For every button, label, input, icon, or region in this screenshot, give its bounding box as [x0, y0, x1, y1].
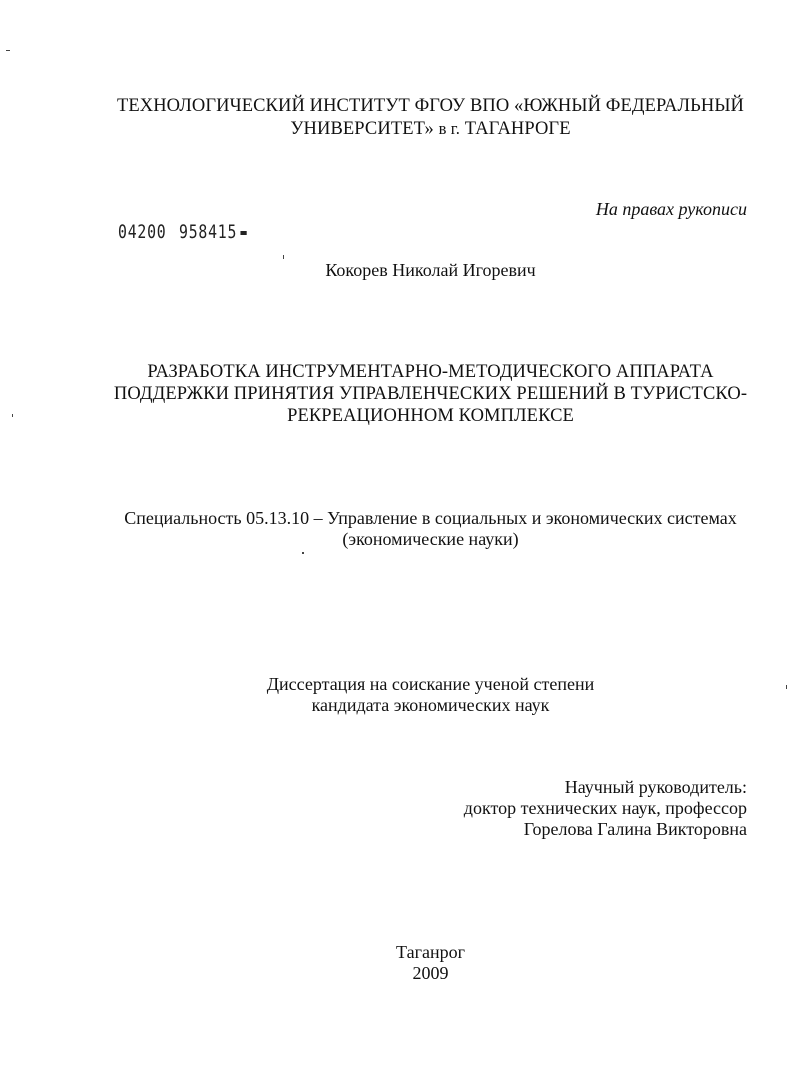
scan-speck — [302, 552, 304, 554]
institute-line-1-text: ТЕХНОЛОГИЧЕСКИЙ ИНСТИТУТ ФГОУ ВПО «ЮЖНЫЙ ФЕДЕРАЛЬНЫЙ — [116, 96, 745, 116]
specialty-line-1 — [0, 508, 793, 529]
specialty-line-2 — [0, 529, 793, 550]
thesis-title-line-2-text: ПОДДЕРЖКИ ПРИНЯТИЯ УПРАВЛЕНЧЕСКИХ РЕШЕНИЙ В ТУРИСТСКО- — [113, 384, 748, 404]
city-text: Таганрог — [396, 942, 465, 962]
degree-line-2-text: кандидата экономических наук — [311, 695, 550, 715]
degree-line-1 — [0, 674, 793, 695]
author-name-text: Кокорев Николай Игоревич — [325, 260, 536, 280]
year — [0, 963, 793, 984]
supervisor-label-text: Научный руководитель: — [564, 777, 747, 797]
library-stamp — [118, 221, 247, 243]
stamp-code: 04200 — [118, 221, 167, 243]
thesis-title-line-1-text: РАЗРАБОТКА ИНСТРУМЕНТАРНО-МЕТОДИЧЕСКОГО АППАРАТА — [147, 362, 714, 382]
institute-name-line-2 — [0, 119, 793, 140]
institute-name-line-1 — [0, 96, 793, 117]
supervisor-title-text: доктор технических наук, профессор — [463, 798, 747, 818]
thesis-title-line-2 — [0, 384, 793, 405]
institute-line-2-small: в г. — [438, 119, 460, 138]
year-text: 2009 — [412, 963, 449, 983]
stamp-number: 958415 — [178, 221, 238, 243]
supervisor-title — [464, 798, 747, 819]
degree-line-2 — [0, 695, 793, 716]
manuscript-note-text: На правах рукописи — [595, 199, 747, 219]
specialty-line-1-text: Специальность 05.13.10 – Управление в социальных и экономических системах — [124, 508, 737, 528]
supervisor-label — [565, 777, 747, 798]
stamp-mark — [240, 231, 246, 235]
manuscript-note — [596, 199, 747, 220]
city — [0, 942, 793, 963]
thesis-title-line-1 — [0, 362, 793, 383]
institute-line-2-main: УНИВЕРСИТЕТ» — [290, 119, 434, 139]
author-name — [0, 260, 793, 281]
degree-line-1-text: Диссертация на соискание ученой степени — [266, 674, 595, 694]
supervisor-name-text: Горелова Галина Викторовна — [523, 819, 747, 839]
specialty-line-2-text: (экономические науки) — [342, 529, 519, 549]
scan-speck — [6, 50, 10, 51]
scan-speck — [283, 255, 284, 259]
supervisor-name — [524, 819, 747, 840]
thesis-title-line-3 — [0, 406, 793, 427]
institute-line-2-city: ТАГАНРОГЕ — [464, 119, 571, 139]
thesis-title-line-3-text: РЕКРЕАЦИОННОМ КОМПЛЕКСЕ — [287, 406, 574, 426]
